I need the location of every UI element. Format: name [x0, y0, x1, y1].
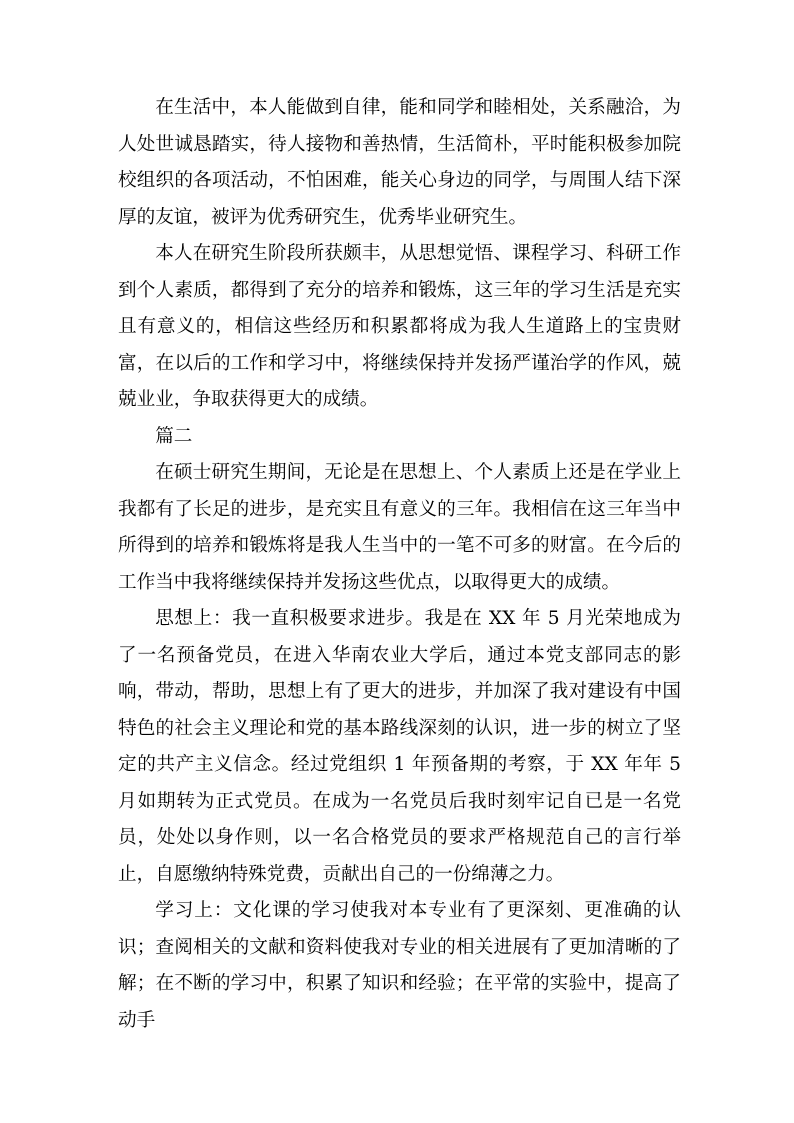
document-page: [118, 90, 681, 1039]
paragraph-intro: 在硕士研究生期间，无论是在思想上、个人素质上还是在学业上我都有了长足的进步，是充实且有意义的三年。我相信在这三年当中所得到的培养和锻炼将是我人生当中的一笔不可多的财富。在今后的工作当中我将继续保持并发扬这些优点，以取得更大的成绩。: [118, 462, 681, 593]
section-heading-pian-er: 篇二: [155, 425, 193, 447]
paragraph-summary: 本人在研究生阶段所获颇丰，从思想觉悟、课程学习、科研工作到个人素质，都得到了充分的培养和锻炼，这三年的学习生活是充实且有意义的，相信这些经历和积累都将成为我人生道路上的宝贵财富，在以后的工作和学习中，将继续保持并发扬严谨治学的作风，兢兢业业，争取获得更大的成绩。: [118, 243, 681, 410]
paragraph-ideology: 思想上：我一直积极要求进步。我是在 XX 年 5 月光荣地成为了一名预备党员，在进入华南农业大学后，通过本党支部同志的影响，带动，帮助，思想上有了更大的进步，并加深了我对建设有中国特色的社会主义理论和党的基本路线深刻的认识，进一步的树立了坚定的共产主义信念。经过党组织 1 年预备期的考察，于 XX 年年 5 月如期转为正式党员。在成为一名党员后我时刻牢记自已是一名党员，处处以身作则，以一名合格党员的要求严格规范自己的言行举止，自愿缴纳特殊党费，贡献出自己的一份绵薄之力。: [118, 608, 681, 885]
paragraph-study: 学习上：文化课的学习使我对本专业有了更深刻、更准确的认识；查阅相关的文献和资料使我对专业的相关进展有了更加清晰的了解；在不断的学习中，积累了知识和经验；在平常的实验中，提高了动手: [118, 900, 681, 1031]
paragraph-life: 在生活中，本人能做到自律，能和同学和睦相处，关系融洽，为人处世诚恳踏实，待人接物和善热情，生活简朴，平时能积极参加院校组织的各项活动，不怕困难，能关心身边的同学，与周围人结下深厚的友谊，被评为优秀研究生，优秀毕业研究生。: [118, 97, 681, 228]
